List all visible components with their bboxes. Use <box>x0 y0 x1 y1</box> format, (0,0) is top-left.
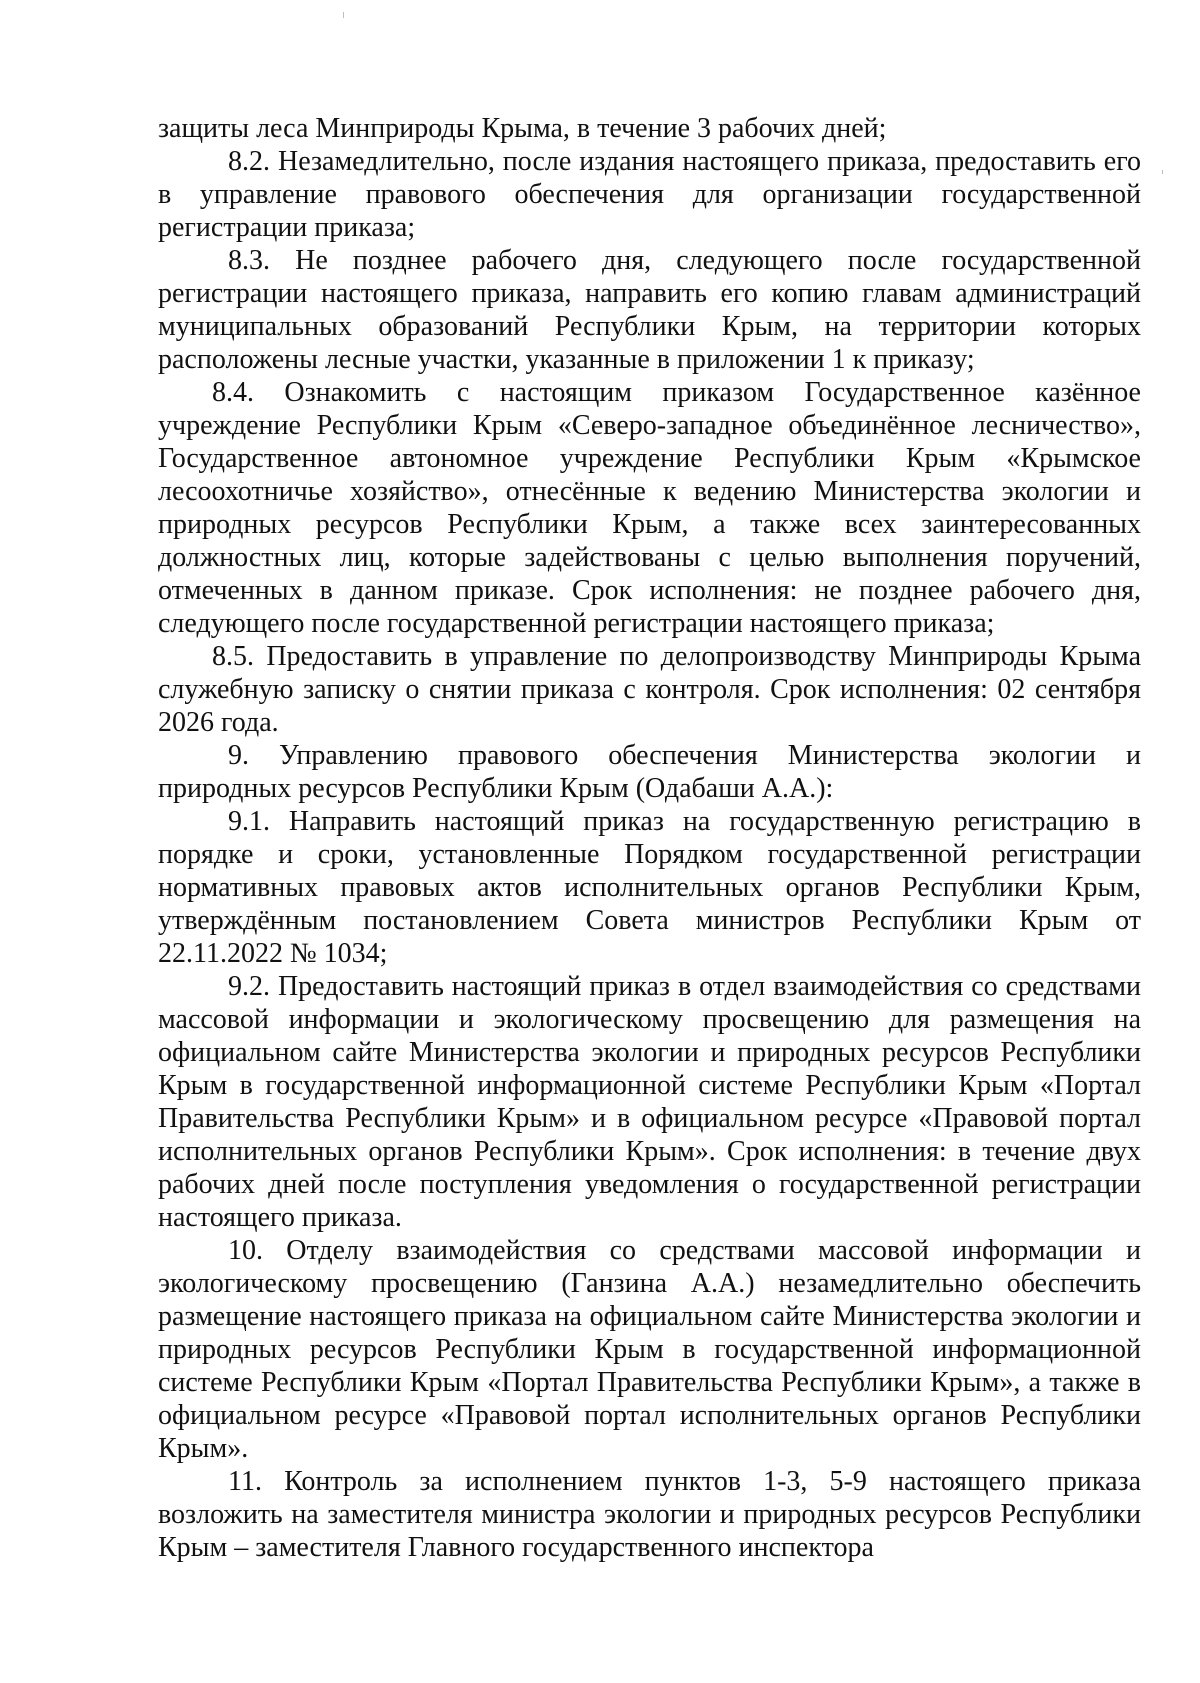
paragraph-8-1-end: защиты леса Минприроды Крыма, в течение 3 рабочих дней; <box>158 113 887 144</box>
paragraph-9: 9. Управлению правового обеспечения Министерства экологии и природных ресурсов Республики Крым (Одабаши А.А.): <box>158 740 1141 804</box>
paragraph-10: 10. Отделу взаимодействия со средствами массовой информации и экологическому просвещению (Ганзина А.А.) незамедлительно обеспечить размещение настоящего приказа на официальном сайте Министерства экологии и природных ресурсов Республики Крым в государственной информационной системе Республики Крым «Портал Правительства Республики Крым», а также в официальном ресурсе «Правовой портал исполнительных органов Республики Крым». <box>158 1235 1141 1464</box>
paragraph-8-5: 8.5. Предоставить в управление по делопроизводству Минприроды Крыма служебную записку о снятии приказа с контроля. Срок исполнения: 02 сентября 2026 года. <box>158 641 1141 738</box>
paragraph-11: 11. Контроль за исполнением пунктов 1-3, 5-9 настоящего приказа возложить на заместителя министра экологии и природных ресурсов Республики Крым – заместителя Главного государственного инспектора <box>158 1466 1141 1563</box>
scan-speck-top <box>343 12 344 18</box>
paragraph-8-3: 8.3. Не позднее рабочего дня, следующего после государственной регистрации настоящего приказа, направить его копию главам администраций муниципальных образований Республики Крым, на территории которых расположены лесные участки, указанные в приложении 1 к приказу; <box>158 245 1141 375</box>
paragraph-8-4: 8.4. Ознакомить с настоящим приказом Государственное казённое учреждение Республики Крым «Северо-западное объединённое лесничество», Государственное автономное учреждение Республики Крым «Крымское лесоохотничье хозяйство», отнесённые к ведению Министерства экологии и природных ресурсов Республики Крым, а также всех заинтересованных должностных лиц, которые задействованы с целью выполнения поручений, отмеченных в данном приказе. Срок исполнения: не позднее рабочего дня, следующего после государственной регистрации настоящего приказа; <box>158 377 1141 639</box>
scan-speck-right <box>1162 170 1163 174</box>
paragraph-8-2: 8.2. Незамедлительно, после издания настоящего приказа, предоставить его в управление правового обеспечения для организации государственной регистрации приказа; <box>158 146 1141 243</box>
paragraph-9-1: 9.1. Направить настоящий приказ на государственную регистрацию в порядке и сроки, установленные Порядком государственной регистрации нормативных правовых актов исполнительных органов Республики Крым, утверждённым постановлением Совета министров Республики Крым от 22.11.2022 № 1034; <box>158 806 1141 969</box>
paragraph-9-2: 9.2. Предоставить настоящий приказ в отдел взаимодействия со средствами массовой информации и экологическому просвещению для размещения на официальном сайте Министерства экологии и природных ресурсов Республики Крым в государственной информационной системе Республики Крым «Портал Правительства Республики Крым» и в официальном ресурсе «Правовой портал исполнительных органов Республики Крым». Срок исполнения: в течение двух рабочих дней после поступления уведомления о государственной регистрации настоящего приказа. <box>158 971 1141 1233</box>
document-body <box>158 112 1141 1564</box>
